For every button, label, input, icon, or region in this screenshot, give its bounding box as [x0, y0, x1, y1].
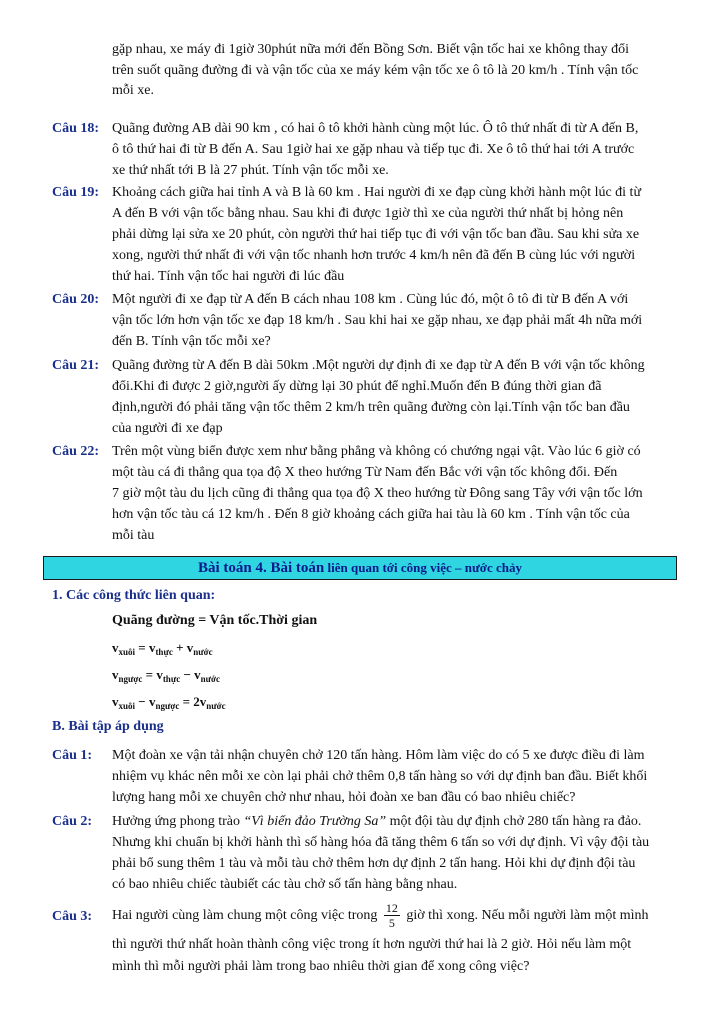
question-line: xe thứ nhất tới B là 27 phút. Tính vận tốc mỗi xe.: [112, 163, 389, 178]
fraction-numerator: 12: [385, 901, 398, 916]
formula-operator: =: [135, 640, 149, 655]
question-line: một tàu cá đi thẳng qua tọa độ X theo hướng Từ Nam đến Bắc với vận tốc không đổi. Đến: [112, 465, 618, 480]
question-1: [52, 745, 674, 808]
formula-subscript: xuôi: [118, 701, 136, 711]
question-line: Trên một vùng biển được xem như bằng phẳng và không có chướng ngại vật. Vào lúc 6 giờ có: [112, 444, 641, 459]
question-label: Câu 1:: [52, 748, 93, 763]
question-label: Câu 18:: [52, 121, 100, 136]
formula-subscript: thực: [155, 647, 173, 657]
formula-subscript: thực: [162, 674, 181, 684]
formula-subscript: nước: [200, 674, 221, 684]
intro-line: trên suốt quãng đường đi và vận tốc của xe máy kém vận tốc xe ô tô là 20 km/h . Tính vận tốc: [112, 62, 639, 78]
formula-operator: =: [142, 667, 157, 682]
question-line: lượng hang mỗi xe chuyên chở như nhau, hỏi đoàn xe ban đầu có bao nhiêu chiếc?: [112, 790, 576, 805]
question-line: [112, 811, 674, 832]
formula-term: v: [199, 694, 207, 709]
question-line: có bao nhiêu chiếc tàubiết các tàu chở số tấn hàng bằng nhau.: [112, 877, 458, 892]
formula-operator: +: [172, 640, 187, 655]
formula-term: v: [156, 667, 163, 682]
question-line: Khoảng cách giữa hai tỉnh A và B là 60 km . Hai người đi xe đạp cùng khởi hành một lúc đi từ: [112, 185, 642, 200]
formula-term: v: [148, 694, 156, 709]
formula-subscript: xuôi: [118, 647, 136, 657]
question-2: [52, 811, 674, 895]
formula-subscript: nước: [206, 701, 226, 711]
formula-subscript: ngược: [155, 701, 180, 711]
question-line: vận tốc lớn hơn vận tốc xe đạp 18 km/h . Sau khi hai xe gặp nhau, xe đạp phải mất 4h nữa mới: [112, 313, 643, 328]
question-20: [52, 289, 674, 352]
question-line: định,người đó phải tăng vận tốc thêm 2 km/h trên quãng đường còn lại.Tính vận tốc ban đầu: [112, 400, 630, 415]
formula-operator: −: [180, 667, 195, 682]
question-label: Câu 22:: [52, 444, 100, 459]
intro-line: gặp nhau, xe máy đi 1giờ 30phút nữa mới đến Bồng Sơn. Biết vận tốc hai xe không thay đổi: [112, 42, 630, 57]
question-label: Câu 2:: [52, 814, 93, 829]
question-19: [52, 182, 674, 287]
formula-operator: −: [135, 694, 149, 709]
question-line: 7 giờ một tàu du lịch cũng đi thẳng qua tọa độ X theo hướng từ Đông sang Tây với vận tốc lớn: [112, 486, 643, 501]
question-line: Quãng đường AB dài 90 km , có hai ô tô khởi hành cùng một lúc. Ô tô thứ nhất đi từ A đến B,: [112, 121, 639, 136]
question-line: Một người đi xe đạp từ A đến B cách nhau 108 km . Cùng lúc đó, một ô tô đi từ B đến A với: [112, 292, 629, 307]
question-18: [52, 118, 674, 181]
question-line: phải dừng lại sửa xe 20 phút, còn người thứ hai tiếp tục đi với vận tốc ban đầu. Sau khi sửa xe: [112, 227, 640, 242]
question-text: một đội tàu dự định chở 280 tấn hàng ra đảo.: [386, 814, 642, 829]
question-label: Câu 3:: [52, 909, 93, 924]
fraction-denominator: 5: [388, 916, 395, 931]
question-line: của người đi xe đạp: [112, 421, 223, 436]
question-line: phải bổ sung thêm 1 tàu và mỗi tàu chở thêm hơn dự định 2 tấn hang. Hỏi khi dự định đội tàu: [112, 856, 636, 871]
question-22: [52, 441, 674, 546]
question-text: Hai người cùng làm chung một công việc trong: [112, 908, 381, 923]
question-line: thứ hai. Tính vận tốc hai người đi lúc đầu: [112, 269, 345, 284]
formula-term: v: [148, 640, 156, 655]
intro-line: mỗi xe.: [112, 83, 154, 98]
question-text: Hưởng ứng phong trào: [112, 814, 244, 829]
question-line: [112, 898, 674, 934]
question-line: hơn vận tốc tàu cá 12 km/h . Đến 8 giờ khoảng cách giữa hai tàu là 60 km . Tính vận tốc của: [112, 507, 630, 522]
formula-term: v: [112, 694, 119, 709]
banner-subtitle: liên quan tới công việc – nước chảy: [324, 560, 522, 575]
question-line: đến B. Tính vận tốc mỗi xe?: [112, 334, 271, 349]
question-21: [52, 355, 674, 439]
question-label: Câu 19:: [52, 185, 100, 200]
formula-subscript: ngược: [118, 674, 143, 684]
formula-subscript: nước: [193, 647, 213, 657]
intro-paragraph: [112, 40, 672, 102]
question-line: A đến B với vận tốc bằng nhau. Sau khi đi được 1giờ thì xe của người thứ nhất bị hỏng nên: [112, 206, 624, 221]
question-line: đổi.Khi đi được 2 giờ,người ấy dừng lại 30 phút để nghỉ.Muốn đến B đúng thời gian đã: [112, 379, 602, 394]
question-line: ô tô thứ hai đi từ B đến A. Sau 1giờ hai xe gặp nhau và tiếp tục đi. Xe ô tô thứ hai tới A trước: [112, 142, 635, 157]
question-line: Một đoàn xe vận tải nhận chuyên chở 120 tấn hàng. Hôm làm việc do có 5 xe được điều đi làm: [112, 748, 645, 763]
formula-term: v: [186, 640, 194, 655]
fraction: [384, 901, 400, 930]
distance-formula: Quãng đường = Vận tốc.Thời gian: [112, 613, 318, 628]
banner-title: Bài toán 4. Bài toán: [198, 560, 325, 576]
upstream-velocity-formula: [112, 667, 220, 684]
campaign-name: “Vì biển đảo Trường Sa”: [243, 814, 387, 829]
question-line: thì người thứ nhất hoàn thành công việc trong ít hơn người thứ hai là 2 giờ. Hỏi nếu làm một: [112, 937, 632, 952]
downstream-velocity-formula: [112, 640, 213, 657]
section-banner: [43, 556, 677, 580]
formula-operator: = 2: [179, 694, 200, 709]
question-line: mình thì mỗi người phải làm trong bao nhiêu thời gian để xong công việc?: [112, 959, 530, 974]
formula-term: v: [112, 640, 119, 655]
formula-term: v: [112, 667, 119, 682]
question-line: Nhưng khi chuẩn bị khởi hành thì số hàng hóa đã tăng thêm 6 tấn so với dự định. Vì vậy đội tàu: [112, 835, 650, 850]
question-line: xong, người thứ nhất đi với vận tốc nhanh hơn trước 4 km/h nên đã đến B cùng lúc với người: [112, 248, 636, 263]
question-line: Quãng đường từ A đến B dài 50km .Một người dự định đi xe đạp từ A đến B với vận tốc không: [112, 358, 645, 373]
question-line: nhiệm vụ khác nên mỗi xe còn lại phải chở thêm 0,8 tấn hàng so với dự định ban đầu. Biết khối: [112, 769, 648, 784]
exercises-heading: B. Bài tập áp dụng: [52, 719, 164, 734]
velocity-difference-formula: [112, 694, 226, 711]
question-line: mỗi tàu: [112, 528, 155, 543]
question-label: Câu 20:: [52, 292, 100, 307]
formula-term: v: [194, 667, 201, 682]
formulas-heading: 1. Các công thức liên quan:: [52, 588, 216, 603]
question-3: [52, 898, 674, 978]
question-label: Câu 21:: [52, 358, 100, 373]
question-text: giờ thì xong. Nếu mỗi người làm một mình: [402, 908, 649, 923]
